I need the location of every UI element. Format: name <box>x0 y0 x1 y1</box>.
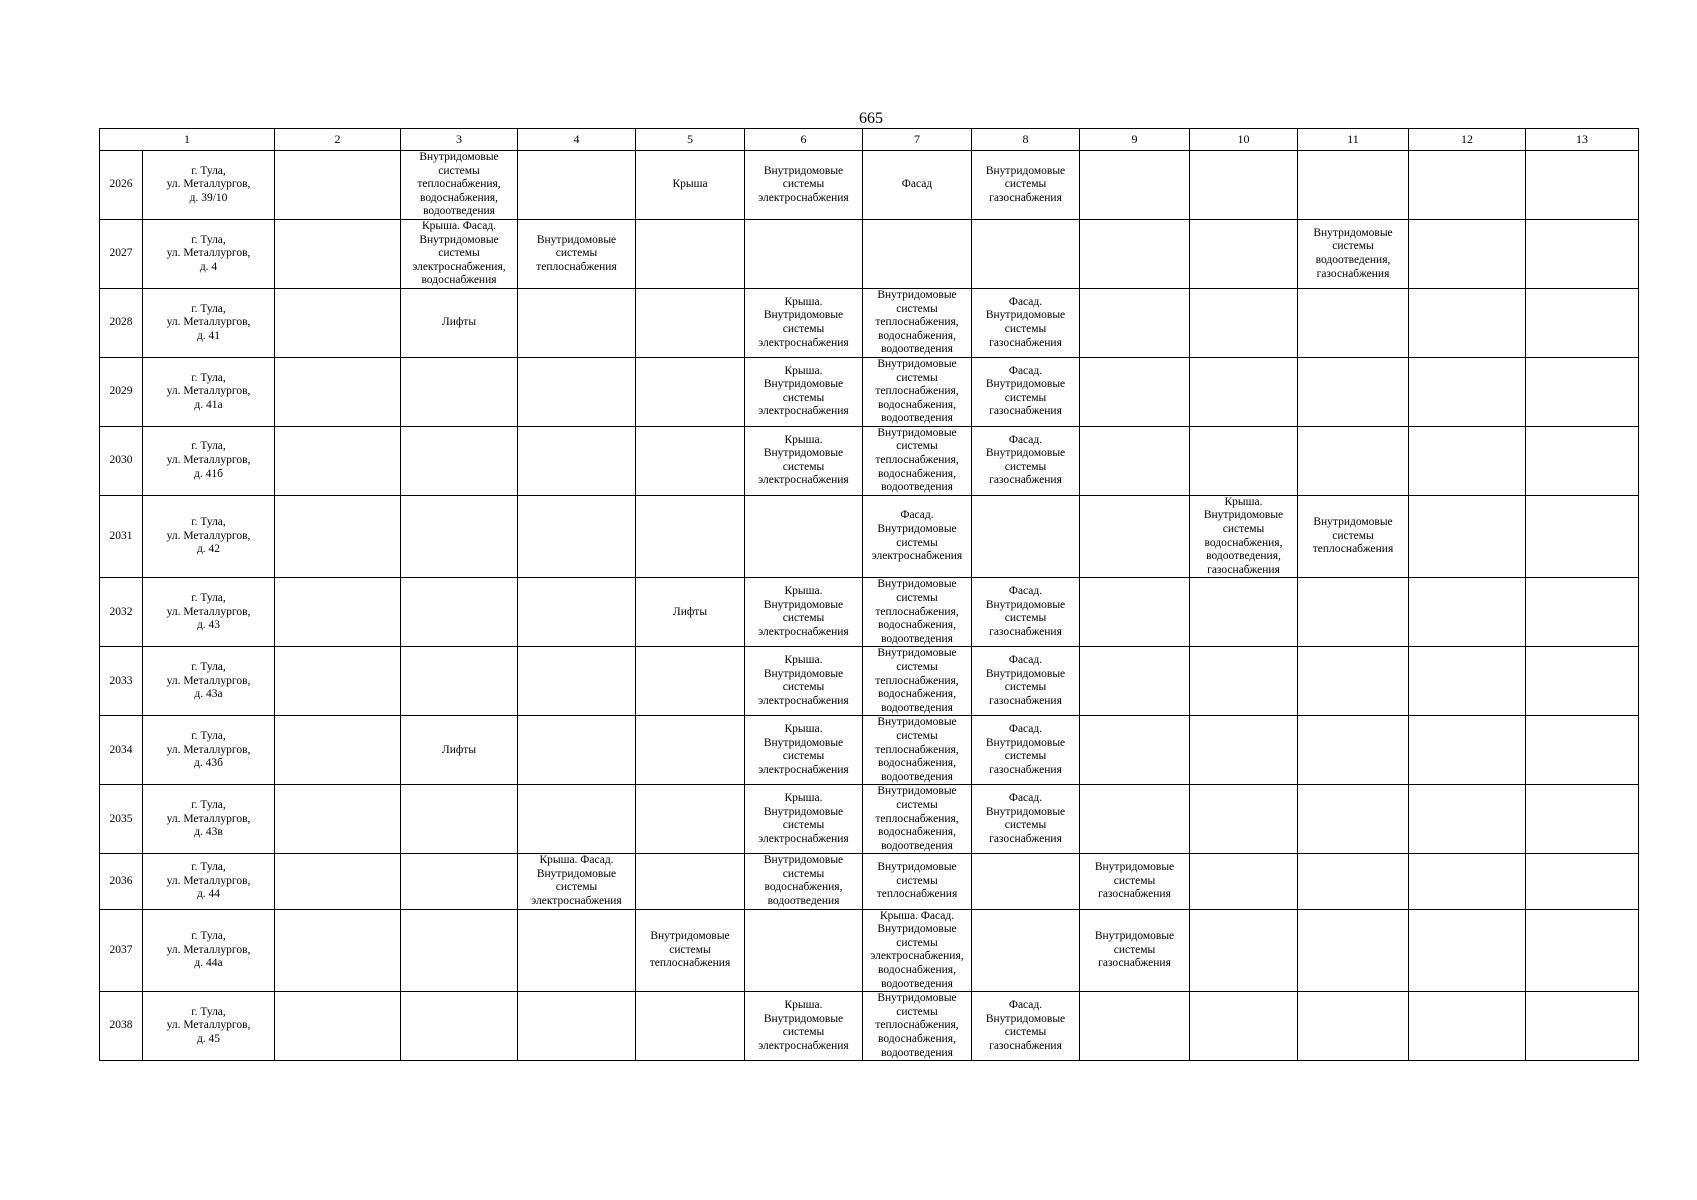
work-cell-col-5 <box>636 288 745 357</box>
work-cell-col-7: Внутридомовые системы теплоснабжения, водоснабжения, водоотведения <box>863 992 972 1061</box>
row-number: 2037 <box>100 909 143 992</box>
table-row <box>100 219 1639 288</box>
work-cell-col-3 <box>401 785 518 854</box>
work-cell-col-5 <box>636 495 745 578</box>
work-cell-col-3: Лифты <box>401 288 518 357</box>
work-cell-col-12 <box>1409 854 1526 909</box>
address-cell: г. Тула, ул. Металлургов, д. 43 <box>143 578 275 647</box>
work-cell-col-6: Крыша. Внутридомовые системы электроснабжения <box>745 426 863 495</box>
work-cell-col-13 <box>1526 495 1639 578</box>
column-header-6: 6 <box>745 129 863 151</box>
column-header-12: 12 <box>1409 129 1526 151</box>
table-row <box>100 785 1639 854</box>
work-cell-col-9: Внутридомовые системы газоснабжения <box>1080 854 1190 909</box>
row-number: 2036 <box>100 854 143 909</box>
work-cell-col-7: Внутридомовые системы теплоснабжения <box>863 854 972 909</box>
work-cell-col-3 <box>401 426 518 495</box>
address-cell: г. Тула, ул. Металлургов, д. 39/10 <box>143 151 275 220</box>
work-cell-col-10 <box>1190 288 1298 357</box>
work-cell-col-4 <box>518 716 636 785</box>
work-cell-col-2 <box>275 716 401 785</box>
work-cell-col-12 <box>1409 909 1526 992</box>
column-header-2: 2 <box>275 129 401 151</box>
work-cell-col-10 <box>1190 426 1298 495</box>
work-cell-col-5 <box>636 716 745 785</box>
row-number: 2028 <box>100 288 143 357</box>
work-cell-col-10 <box>1190 909 1298 992</box>
work-cell-col-10 <box>1190 785 1298 854</box>
column-header-5: 5 <box>636 129 745 151</box>
work-cell-col-4 <box>518 992 636 1061</box>
work-cell-col-5 <box>636 785 745 854</box>
work-cell-col-7: Фасад. Внутридомовые системы электроснабжения <box>863 495 972 578</box>
address-cell: г. Тула, ул. Металлургов, д. 41а <box>143 357 275 426</box>
work-cell-col-5 <box>636 854 745 909</box>
work-cell-col-8: Фасад. Внутридомовые системы газоснабжения <box>972 426 1080 495</box>
address-cell: г. Тула, ул. Металлургов, д. 43а <box>143 647 275 716</box>
table-body <box>100 151 1639 1061</box>
work-cell-col-3: Лифты <box>401 716 518 785</box>
work-cell-col-6: Крыша. Внутридомовые системы электроснабжения <box>745 357 863 426</box>
work-cell-col-7: Внутридомовые системы теплоснабжения, водоснабжения, водоотведения <box>863 716 972 785</box>
work-cell-col-11: Внутридомовые системы водоотведения, газоснабжения <box>1298 219 1409 288</box>
work-cell-col-9: Внутридомовые системы газоснабжения <box>1080 909 1190 992</box>
work-cell-col-6: Крыша. Внутридомовые системы электроснабжения <box>745 785 863 854</box>
address-cell: г. Тула, ул. Металлургов, д. 4 <box>143 219 275 288</box>
work-cell-col-4 <box>518 647 636 716</box>
table-row <box>100 288 1639 357</box>
work-cell-col-4 <box>518 357 636 426</box>
work-cell-col-11 <box>1298 426 1409 495</box>
work-cell-col-3 <box>401 647 518 716</box>
work-cell-col-5 <box>636 647 745 716</box>
work-cell-col-7: Внутридомовые системы теплоснабжения, водоснабжения, водоотведения <box>863 647 972 716</box>
work-cell-col-6: Крыша. Внутридомовые системы электроснабжения <box>745 647 863 716</box>
work-cell-col-6: Крыша. Внутридомовые системы электроснабжения <box>745 992 863 1061</box>
address-cell: г. Тула, ул. Металлургов, д. 43в <box>143 785 275 854</box>
work-cell-col-12 <box>1409 357 1526 426</box>
work-cell-col-11 <box>1298 992 1409 1061</box>
work-cell-col-7: Фасад <box>863 151 972 220</box>
work-cell-col-6: Внутридомовые системы водоснабжения, водоотведения <box>745 854 863 909</box>
row-number: 2026 <box>100 151 143 220</box>
table-row <box>100 151 1639 220</box>
work-cell-col-9 <box>1080 495 1190 578</box>
page-number: 665 <box>859 110 883 127</box>
work-cell-col-10 <box>1190 647 1298 716</box>
work-cell-col-13 <box>1526 357 1639 426</box>
address-cell: г. Тула, ул. Металлургов, д. 43б <box>143 716 275 785</box>
table-row <box>100 647 1639 716</box>
work-cell-col-8 <box>972 854 1080 909</box>
address-cell: г. Тула, ул. Металлургов, д. 41 <box>143 288 275 357</box>
work-cell-col-9 <box>1080 647 1190 716</box>
row-number: 2027 <box>100 219 143 288</box>
table-row <box>100 716 1639 785</box>
work-cell-col-11 <box>1298 578 1409 647</box>
address-cell: г. Тула, ул. Металлургов, д. 42 <box>143 495 275 578</box>
table-row <box>100 426 1639 495</box>
work-cell-col-2 <box>275 288 401 357</box>
work-cell-col-12 <box>1409 151 1526 220</box>
work-cell-col-4 <box>518 785 636 854</box>
work-cell-col-8: Внутридомовые системы газоснабжения <box>972 151 1080 220</box>
work-cell-col-11 <box>1298 785 1409 854</box>
work-cell-col-9 <box>1080 785 1190 854</box>
work-cell-col-13 <box>1526 785 1639 854</box>
work-cell-col-9 <box>1080 716 1190 785</box>
column-header-3: 3 <box>401 129 518 151</box>
work-cell-col-3 <box>401 357 518 426</box>
work-cell-col-12 <box>1409 578 1526 647</box>
work-cell-col-11 <box>1298 647 1409 716</box>
work-cell-col-2 <box>275 854 401 909</box>
work-cell-col-4: Внутридомовые системы теплоснабжения <box>518 219 636 288</box>
work-cell-col-12 <box>1409 785 1526 854</box>
work-cell-col-11 <box>1298 716 1409 785</box>
work-cell-col-8 <box>972 219 1080 288</box>
work-cell-col-13 <box>1526 909 1639 992</box>
work-cell-col-5 <box>636 992 745 1061</box>
work-cell-col-3: Крыша. Фасад. Внутридомовые системы электроснабжения, водоснабжения <box>401 219 518 288</box>
work-cell-col-4 <box>518 909 636 992</box>
work-cell-col-2 <box>275 357 401 426</box>
work-cell-col-11 <box>1298 909 1409 992</box>
work-cell-col-13 <box>1526 854 1639 909</box>
work-cell-col-10 <box>1190 992 1298 1061</box>
row-number: 2033 <box>100 647 143 716</box>
work-cell-col-2 <box>275 785 401 854</box>
column-header-8: 8 <box>972 129 1080 151</box>
work-cell-col-4 <box>518 151 636 220</box>
work-cell-col-8 <box>972 909 1080 992</box>
work-cell-col-6 <box>745 909 863 992</box>
work-cell-col-13 <box>1526 219 1639 288</box>
work-cell-col-11 <box>1298 854 1409 909</box>
work-cell-col-5: Крыша <box>636 151 745 220</box>
work-cell-col-7: Внутридомовые системы теплоснабжения, водоснабжения, водоотведения <box>863 426 972 495</box>
address-cell: г. Тула, ул. Металлургов, д. 45 <box>143 992 275 1061</box>
work-cell-col-6: Внутридомовые системы электроснабжения <box>745 151 863 220</box>
work-cell-col-7: Внутридомовые системы теплоснабжения, водоснабжения, водоотведения <box>863 578 972 647</box>
column-header-10: 10 <box>1190 129 1298 151</box>
work-cell-col-8: Фасад. Внутридомовые системы газоснабжения <box>972 578 1080 647</box>
work-cell-col-3 <box>401 854 518 909</box>
work-cell-col-8 <box>972 495 1080 578</box>
work-cell-col-6: Крыша. Внутридомовые системы электроснабжения <box>745 578 863 647</box>
work-cell-col-13 <box>1526 151 1639 220</box>
row-number: 2031 <box>100 495 143 578</box>
header-row <box>100 129 1639 151</box>
work-cell-col-7: Внутридомовые системы теплоснабжения, водоснабжения, водоотведения <box>863 785 972 854</box>
row-number: 2038 <box>100 992 143 1061</box>
work-cell-col-8: Фасад. Внутридомовые системы газоснабжения <box>972 785 1080 854</box>
work-cell-col-2 <box>275 495 401 578</box>
work-cell-col-2 <box>275 647 401 716</box>
work-cell-col-3: Внутридомовые системы теплоснабжения, водоснабжения, водоотведения <box>401 151 518 220</box>
work-cell-col-13 <box>1526 578 1639 647</box>
work-cell-col-12 <box>1409 219 1526 288</box>
work-cell-col-9 <box>1080 578 1190 647</box>
work-cell-col-10: Крыша. Внутридомовые системы водоснабжения, водоотведения, газоснабжения <box>1190 495 1298 578</box>
work-cell-col-11 <box>1298 288 1409 357</box>
work-cell-col-6 <box>745 495 863 578</box>
address-cell: г. Тула, ул. Металлургов, д. 44а <box>143 909 275 992</box>
row-number: 2032 <box>100 578 143 647</box>
work-cell-col-5 <box>636 219 745 288</box>
work-cell-col-4 <box>518 578 636 647</box>
work-cell-col-10 <box>1190 219 1298 288</box>
work-cell-col-4 <box>518 426 636 495</box>
table-row <box>100 578 1639 647</box>
work-cell-col-11: Внутридомовые системы теплоснабжения <box>1298 495 1409 578</box>
column-header-11: 11 <box>1298 129 1409 151</box>
work-cell-col-13 <box>1526 992 1639 1061</box>
work-cell-col-2 <box>275 992 401 1061</box>
work-cell-col-13 <box>1526 647 1639 716</box>
work-cell-col-9 <box>1080 426 1190 495</box>
work-cell-col-8: Фасад. Внутридомовые системы газоснабжения <box>972 357 1080 426</box>
table-header <box>100 129 1639 151</box>
row-number: 2029 <box>100 357 143 426</box>
work-cell-col-12 <box>1409 716 1526 785</box>
work-cell-col-13 <box>1526 716 1639 785</box>
table-row <box>100 909 1639 992</box>
work-cell-col-13 <box>1526 426 1639 495</box>
work-cell-col-10 <box>1190 854 1298 909</box>
work-cell-col-9 <box>1080 288 1190 357</box>
work-cell-col-4 <box>518 288 636 357</box>
table-row <box>100 854 1639 909</box>
work-cell-col-12 <box>1409 426 1526 495</box>
work-cell-col-8: Фасад. Внутридомовые системы газоснабжения <box>972 288 1080 357</box>
work-cell-col-7: Внутридомовые системы теплоснабжения, водоснабжения, водоотведения <box>863 357 972 426</box>
work-cell-col-4: Крыша. Фасад. Внутридомовые системы электроснабжения <box>518 854 636 909</box>
work-cell-col-6: Крыша. Внутридомовые системы электроснабжения <box>745 288 863 357</box>
work-cell-col-10 <box>1190 357 1298 426</box>
work-cell-col-5 <box>636 357 745 426</box>
work-cell-col-9 <box>1080 219 1190 288</box>
work-cell-col-10 <box>1190 578 1298 647</box>
work-cell-col-10 <box>1190 716 1298 785</box>
work-cell-col-12 <box>1409 992 1526 1061</box>
work-cell-col-9 <box>1080 357 1190 426</box>
address-cell: г. Тула, ул. Металлургов, д. 41б <box>143 426 275 495</box>
work-cell-col-7: Крыша. Фасад. Внутридомовые системы электроснабжения, водоснабжения, водоотведения <box>863 909 972 992</box>
work-cell-col-8: Фасад. Внутридомовые системы газоснабжения <box>972 647 1080 716</box>
table-row <box>100 357 1639 426</box>
work-cell-col-6: Крыша. Внутридомовые системы электроснабжения <box>745 716 863 785</box>
work-cell-col-5 <box>636 426 745 495</box>
work-cell-col-11 <box>1298 151 1409 220</box>
column-header-13: 13 <box>1526 129 1639 151</box>
work-cell-col-8: Фасад. Внутридомовые системы газоснабжения <box>972 992 1080 1061</box>
work-cell-col-2 <box>275 909 401 992</box>
row-number: 2030 <box>100 426 143 495</box>
work-cell-col-13 <box>1526 288 1639 357</box>
work-cell-col-8: Фасад. Внутридомовые системы газоснабжения <box>972 716 1080 785</box>
work-cell-col-3 <box>401 578 518 647</box>
table-row <box>100 992 1639 1061</box>
work-cell-col-2 <box>275 219 401 288</box>
column-header-7: 7 <box>863 129 972 151</box>
column-header-1: 1 <box>100 129 275 151</box>
work-cell-col-2 <box>275 578 401 647</box>
work-cell-col-2 <box>275 151 401 220</box>
capital-repair-table <box>99 128 1639 1061</box>
work-cell-col-4 <box>518 495 636 578</box>
column-header-9: 9 <box>1080 129 1190 151</box>
address-cell: г. Тула, ул. Металлургов, д. 44 <box>143 854 275 909</box>
work-cell-col-12 <box>1409 647 1526 716</box>
work-cell-col-5: Лифты <box>636 578 745 647</box>
table-row <box>100 495 1639 578</box>
work-cell-col-9 <box>1080 992 1190 1061</box>
work-cell-col-10 <box>1190 151 1298 220</box>
work-cell-col-7 <box>863 219 972 288</box>
work-cell-col-5: Внутридомовые системы теплоснабжения <box>636 909 745 992</box>
work-cell-col-3 <box>401 909 518 992</box>
row-number: 2035 <box>100 785 143 854</box>
row-number: 2034 <box>100 716 143 785</box>
work-cell-col-6 <box>745 219 863 288</box>
work-cell-col-3 <box>401 495 518 578</box>
work-cell-col-2 <box>275 426 401 495</box>
work-cell-col-9 <box>1080 151 1190 220</box>
work-cell-col-12 <box>1409 495 1526 578</box>
column-header-4: 4 <box>518 129 636 151</box>
work-cell-col-3 <box>401 992 518 1061</box>
work-cell-col-7: Внутридомовые системы теплоснабжения, водоснабжения, водоотведения <box>863 288 972 357</box>
work-cell-col-12 <box>1409 288 1526 357</box>
work-cell-col-11 <box>1298 357 1409 426</box>
